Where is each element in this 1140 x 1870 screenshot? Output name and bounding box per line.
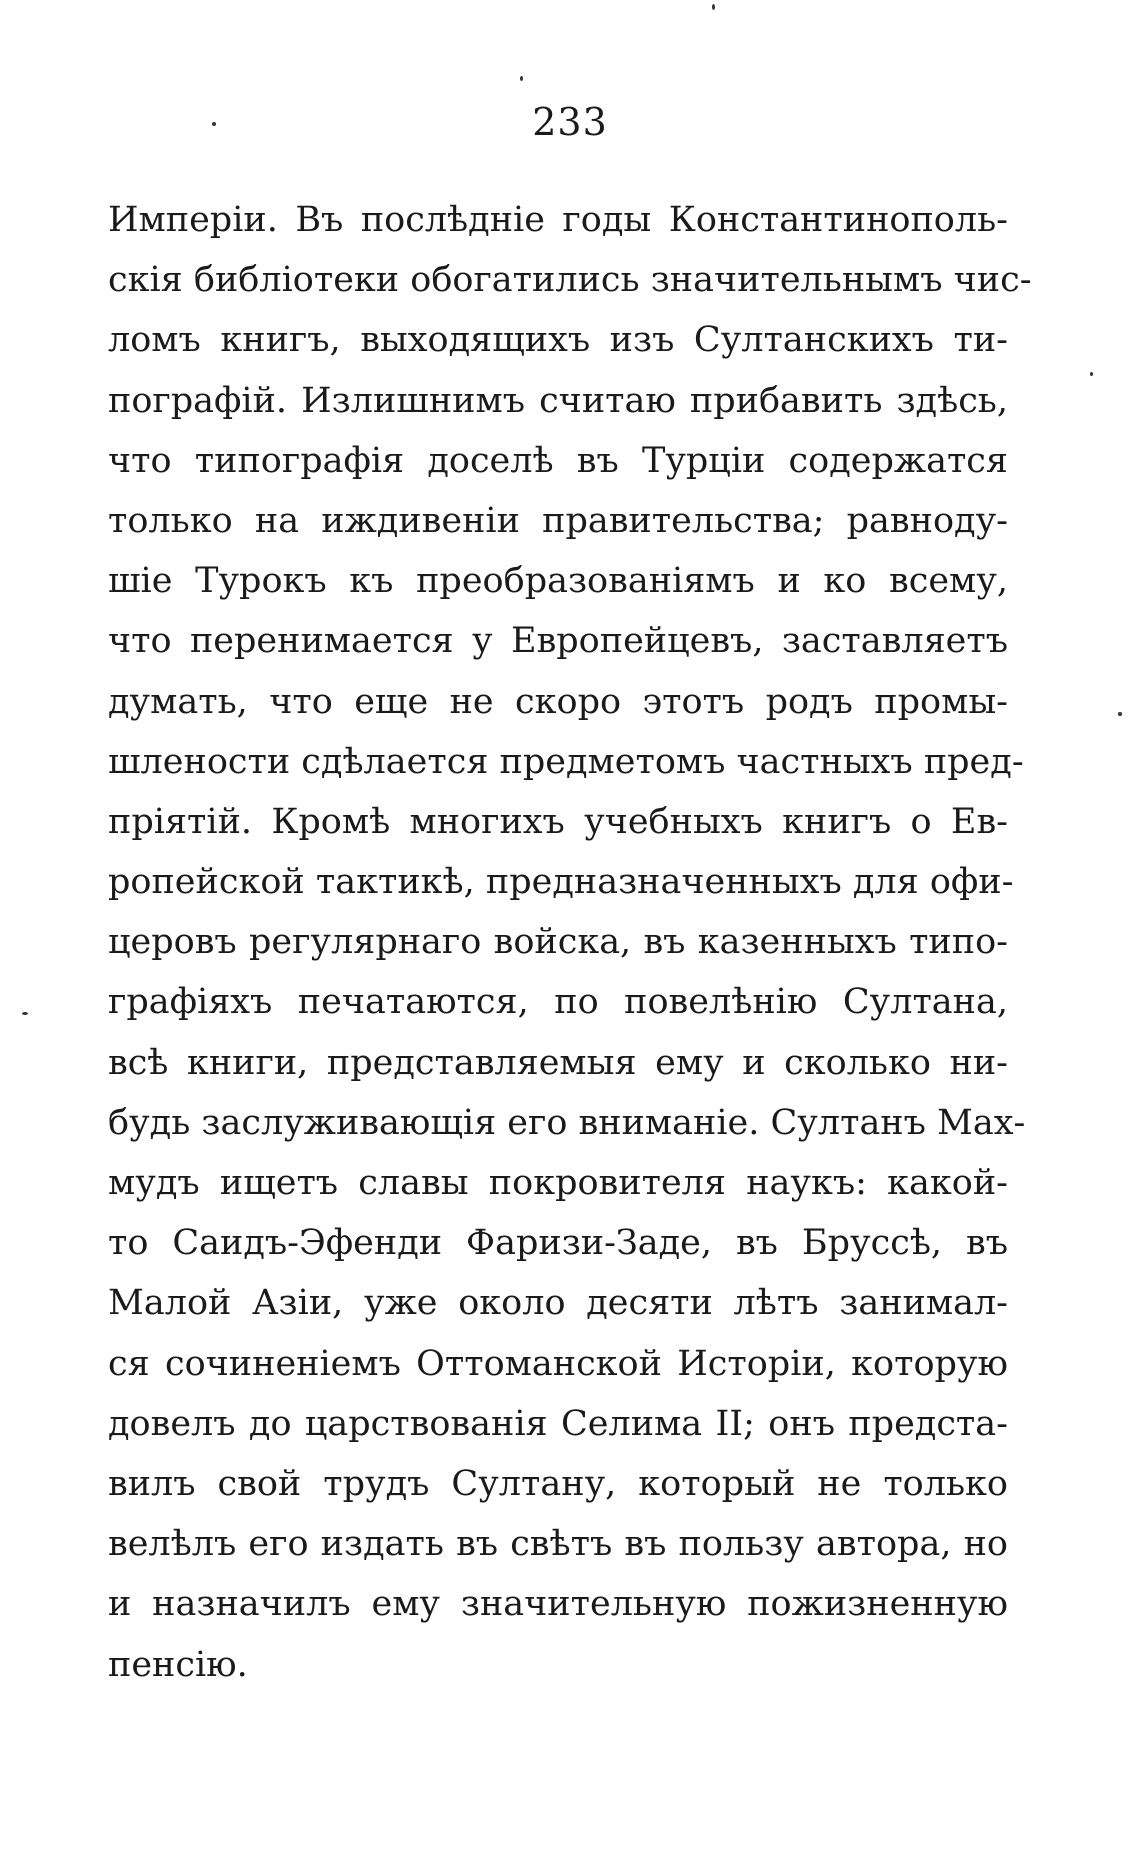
text-line: что типографія доселѣ въ Турціи содержатся <box>108 440 1008 481</box>
text-line: церовъ регулярнаго войска, въ казенныхъ типо- <box>108 922 1008 963</box>
text-line: шлености сдѣлается предметомъ частныхъ пред- <box>108 741 1024 782</box>
text-line: вилъ свой трудъ Султану, который не только <box>108 1463 1008 1504</box>
text-line: что перенимается у Европейцевъ, заставляетъ <box>108 621 1008 662</box>
scan-speck <box>22 1012 28 1015</box>
scan-speck <box>520 76 523 81</box>
text-line: скія библіотеки обогатились значительнымъ чис- <box>108 260 1032 301</box>
text-line: довелъ до царствованія Селима II; онъ предста- <box>108 1403 1008 1444</box>
page-number: 233 <box>532 100 608 144</box>
text-line: то Саидъ-Эфенди Фаризи-Заде, въ Бруссѣ, въ <box>108 1223 1008 1264</box>
text-line: велѣлъ его издать въ свѣтъ въ пользу автора, но <box>108 1524 1008 1565</box>
text-line: пенсію. <box>108 1644 248 1685</box>
text-line: Малой Азіи, уже около десяти лѣтъ занимал- <box>108 1283 1008 1324</box>
text-line: всѣ книги, представляемыя ему и сколько ни- <box>108 1042 1008 1083</box>
text-line: Имперіи. Въ послѣдніе годы Константинополь- <box>108 200 1008 240</box>
text-line: только на иждивеніи правительства; равноду- <box>108 500 1008 541</box>
body-text <box>108 190 1032 1695</box>
text-line: пографій. Излишнимъ считаю прибавить здѣсь, <box>108 380 1008 421</box>
scan-speck <box>712 4 715 10</box>
text-line: ломъ книгъ, выходящихъ изъ Султанскихъ ти- <box>108 320 1008 361</box>
scan-speck <box>212 122 216 126</box>
scan-speck <box>1118 712 1122 716</box>
text-line: будь заслуживающія его вниманіе. Султанъ Мах- <box>108 1102 1026 1143</box>
text-line: и назначилъ ему значительную пожизненную <box>108 1584 1008 1625</box>
text-line: ропейской тактикѣ, предназначенныхъ для офи- <box>108 862 1014 903</box>
scan-speck <box>1090 372 1093 376</box>
text-line: шіе Турокъ къ преобразованіямъ и ко всему, <box>108 561 1008 602</box>
text-line: графіяхъ печатаются, по повелѣнію Султана, <box>108 982 1008 1023</box>
text-line: мудъ ищетъ славы покровителя наукъ: какой- <box>108 1163 1008 1203</box>
text-line: думать, что еще не скоро этотъ родъ промы- <box>108 681 1008 722</box>
text-line: пріятій. Кромѣ многихъ учебныхъ книгъ о Ев- <box>108 801 1008 842</box>
text-line: ся сочиненіемъ Оттоманской Исторіи, которую <box>108 1343 1008 1384</box>
